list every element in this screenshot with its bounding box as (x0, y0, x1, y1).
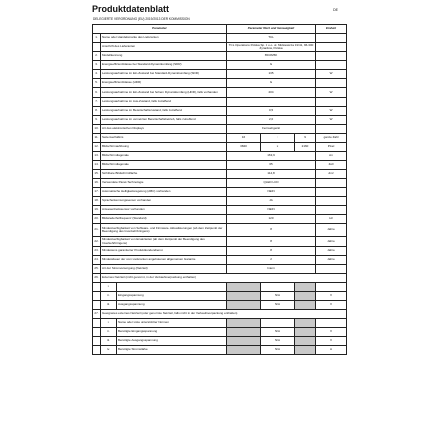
row-unit: Jahre (316, 256, 347, 265)
gray-cell (227, 292, 261, 301)
sub-row (93, 337, 347, 346)
gray-cell (295, 292, 316, 301)
row-value: NEIN (227, 206, 316, 215)
table-row (93, 125, 347, 134)
row-label: Mindestverfügbarkeit von Software- und Firmware- Aktualisierungen (ab dem Zeitpunkt der Beendigung des Inverkehrbringens) (101, 224, 227, 237)
table-row (93, 247, 347, 256)
sub-row-number: iii. (101, 337, 117, 346)
row-number: 22. (93, 237, 101, 247)
row-label: Leistungsaufnahme im Ein-Zustand bei hohem Dynamikumfang (HDR), falls vorhanden (101, 88, 227, 98)
row-label: Bildschirmdiagonale (101, 161, 227, 170)
row-value: JA (227, 197, 316, 206)
gray-cell (295, 328, 316, 337)
table-row (93, 79, 347, 88)
row-unit: Jahre (316, 247, 347, 256)
row-value: QLED LCD (227, 179, 316, 188)
row-value: 114,8 (227, 170, 316, 179)
table-row (93, 43, 347, 52)
row-unit (316, 206, 347, 215)
table-row (93, 170, 347, 179)
row-value-part: x (261, 143, 295, 152)
row-label: Name oder Handelsmarke des Lieferanten (101, 34, 227, 43)
row-label: Leistungsaufnahme im vernetzten Bereitschaftsbetrieb, falls zutreffend (101, 116, 227, 125)
row-label: Seitenverhältnis (101, 134, 227, 143)
row-unit (316, 197, 347, 206)
gray-cell (295, 301, 316, 310)
sub-row-unit: V (316, 328, 347, 337)
table-row (93, 34, 347, 43)
row-number: 27. (93, 310, 101, 319)
gray-cell (227, 337, 261, 346)
row-value-part: : (261, 134, 295, 143)
sub-row (93, 319, 347, 328)
row-number: 20. (93, 215, 101, 224)
blank-cell (93, 292, 101, 301)
row-number: 1. (93, 34, 101, 43)
row-label: Bildschirmdiagonale (101, 152, 227, 161)
row-number: 18. (93, 197, 101, 206)
table-row (93, 224, 347, 237)
sub-row-number: ii. (101, 328, 117, 337)
gray-cell (295, 283, 316, 292)
gray-cell (295, 319, 316, 328)
sub-row-label: Benötigte Eingangsspannung (117, 328, 227, 337)
blank-cell (93, 328, 101, 337)
row-number: 9. (93, 116, 101, 125)
row-value: G (227, 61, 316, 70)
row-number: 25. (93, 265, 101, 274)
row-label: Spracherkennungssensor vorhanden (101, 197, 227, 206)
sub-row-label (117, 283, 227, 292)
section-27-header (93, 310, 347, 319)
row-value: 120 (227, 215, 316, 224)
row-value: Fernsehgerät (227, 125, 316, 134)
row-unit: W (316, 116, 347, 125)
row-value: G (227, 79, 316, 88)
sub-row (93, 292, 347, 301)
sub-row-value: N/A (261, 292, 295, 301)
row-label: Mindestverfügbarkeit von Ersatzteilen (ab dem Zeitpunkt der Beendigung des Inverkehrbringens) (101, 237, 227, 247)
row-unit: Jahre (316, 237, 347, 247)
row-value-part: 2160 (295, 143, 316, 152)
row-unit: Zoll (316, 161, 347, 170)
gray-cell (227, 319, 261, 328)
table-row (93, 179, 347, 188)
sub-row-value (261, 283, 295, 292)
sub-row-value: N/A (261, 328, 295, 337)
row-value: 65 (227, 161, 316, 170)
row-number: 21. (93, 224, 101, 237)
row-unit: Jahre (316, 224, 347, 237)
sub-row-label: Benötigte Ausgangsspannung (117, 337, 227, 346)
row-unit: Hz (316, 215, 347, 224)
row-unit: cm (316, 152, 347, 161)
sub-row-label: Ausgangsspannung (117, 301, 227, 310)
row-unit (316, 43, 347, 52)
table-row (93, 107, 347, 116)
section-26-header (93, 274, 347, 283)
table-row (93, 206, 347, 215)
row-value-part: 9 (295, 134, 316, 143)
column-header-value: Parameter Wert und Genauigkeit (227, 25, 316, 34)
row-label: Mindestdauer der vom Lieferanten angebotenen allgemeinen Garantie (101, 256, 227, 265)
sub-row-number: i. (101, 283, 117, 292)
row-label: Anschrift des Lieferanten (101, 43, 227, 52)
blank-cell (93, 346, 101, 355)
row-number: 19. (93, 206, 101, 215)
row-unit: W (316, 107, 347, 116)
sub-row-unit: V (316, 292, 347, 301)
row-label: Art der Stromversorgung (Netzteil) (101, 265, 227, 274)
row-number: 10. (93, 125, 101, 134)
row-unit (316, 61, 347, 70)
table-row (93, 197, 347, 206)
table-row (93, 134, 347, 143)
row-label: Mindestens garantierter Produktkundendienst (101, 247, 227, 256)
row-value: 204 (227, 88, 316, 98)
table-row (93, 70, 347, 79)
sheet-title: Produktdatenblatt (92, 4, 170, 14)
gray-cell (295, 337, 316, 346)
blank-cell (93, 319, 101, 328)
row-number: 7. (93, 98, 101, 107)
row-value: NEIN (227, 188, 316, 197)
sub-row-number: i. (101, 319, 117, 328)
sub-row (93, 346, 347, 355)
row-label: Energieeffizienzklasse (HDR) (101, 79, 227, 88)
table-row (93, 215, 347, 224)
row-value-part: 16 (227, 134, 261, 143)
row-number: 26. (93, 274, 101, 283)
row-value: 8 (227, 237, 316, 247)
sub-row-unit: A (316, 346, 347, 355)
table-row (93, 143, 347, 152)
sub-row-unit: V (316, 301, 347, 310)
row-number (93, 43, 101, 52)
row-unit (316, 79, 347, 88)
row-number: 5. (93, 79, 101, 88)
sub-row (93, 283, 347, 292)
blank-cell (93, 301, 101, 310)
row-label: Verwendete Panel-Technologie (101, 179, 227, 188)
table-row (93, 61, 347, 70)
row-number: 6. (93, 88, 101, 98)
row-number: 23. (93, 247, 101, 256)
sub-row (93, 301, 347, 310)
sub-row-number: iv. (101, 346, 117, 355)
row-number: 8. (93, 107, 101, 116)
row-unit (316, 188, 347, 197)
row-label: Leistungsaufnahme im Aus-Zustand, falls zutreffend (101, 98, 227, 107)
table-row (93, 152, 347, 161)
regulation-subtitle: DELEGIERTE VERORDNUNG (EU) 2019/2013 DER KOMMISSION (93, 17, 190, 21)
row-number: 4. (93, 70, 101, 79)
row-number: 14. (93, 161, 101, 170)
table-row (93, 98, 347, 107)
table-row (93, 265, 347, 274)
row-label: Modellkennung (101, 52, 227, 61)
section-label: Externes Netzteil (nicht genormt, in der Verkaufsverpackung enthalten) (101, 274, 347, 283)
parameter-table (92, 24, 347, 355)
table-row (93, 256, 347, 265)
row-number: 2. (93, 52, 101, 61)
gray-cell (227, 328, 261, 337)
sub-row-number: ii. (101, 292, 117, 301)
row-unit (316, 265, 347, 274)
language-code: DE (333, 8, 338, 12)
gray-cell (295, 346, 316, 355)
sub-row-label: Name oder Liste unterstützter Normen (117, 319, 227, 328)
row-unit: ganze Zahl (316, 134, 347, 143)
row-unit (316, 34, 347, 43)
row-number: 15. (93, 170, 101, 179)
section-label: Geeignetes externes Netzteil (oder genormte Netzteil, falls nicht in der Verkaufsverpackung enthalten) (101, 310, 347, 319)
row-unit: W (316, 70, 347, 79)
table-row (93, 116, 347, 125)
sub-row-label: Eingangsspannung (117, 292, 227, 301)
row-number: 16. (93, 179, 101, 188)
row-number: 24. (93, 256, 101, 265)
row-unit: W (316, 88, 347, 98)
sub-row-value: N/A (261, 346, 295, 355)
table-row (93, 88, 347, 98)
table-row (93, 52, 347, 61)
sub-row (93, 328, 347, 337)
row-number: 11. (93, 134, 101, 143)
row-unit (316, 98, 347, 107)
row-value: 2 (227, 256, 316, 265)
sub-row-value (261, 319, 295, 328)
column-header-parameter: Parameter (93, 25, 227, 34)
row-value: 135 (227, 70, 316, 79)
row-value: 0,5 (227, 107, 316, 116)
sub-row-unit (316, 283, 347, 292)
row-number: 12. (93, 143, 101, 152)
row-number: 13. (93, 152, 101, 161)
row-label: Anwesenheitssensor vorhanden (101, 206, 227, 215)
sub-row-unit: V (316, 337, 347, 346)
gray-cell (227, 346, 261, 355)
table-row (93, 237, 347, 247)
row-number: 17. (93, 188, 101, 197)
sub-row-unit (316, 319, 347, 328)
row-unit (316, 52, 347, 61)
column-header-unit: Einheit (316, 25, 347, 34)
row-value: 65C825K (227, 52, 316, 61)
sub-row-value: N/A (261, 337, 295, 346)
blank-cell (93, 283, 101, 292)
row-label: Art des elektronischen Displays (101, 125, 227, 134)
table-row (93, 161, 347, 170)
sub-row-number: iii. (101, 301, 117, 310)
row-value: 8 (227, 224, 316, 237)
row-number: 3. (93, 61, 101, 70)
row-label: Leistungsaufnahme im Bereitschaftszustand, falls zutreffend (101, 107, 227, 116)
row-label: Bildwiederholfrequenz (Standard) (101, 215, 227, 224)
sub-row-value: N/A (261, 301, 295, 310)
row-label: Bildschirmauflösung (101, 143, 227, 152)
row-value: TCL (227, 34, 316, 43)
row-value: TCL Operations Polska Sp. z o.o. ul. Mickiewicza 31/41, 96-300 Żyrardów, Polska (227, 43, 316, 52)
table-row (93, 188, 347, 197)
row-value-part: 3840 (227, 143, 261, 152)
row-label: Sichtbare Bildschirmfläche (101, 170, 227, 179)
blank-cell (93, 337, 101, 346)
row-label: Automatische Helligkeitsregelung (ABC) vorhanden (101, 188, 227, 197)
row-value: Intern (227, 265, 316, 274)
row-unit: dm² (316, 170, 347, 179)
gray-cell (227, 301, 261, 310)
row-label: Energieeffizienzklasse bei Standard-Dynamikumfang (SDR) (101, 61, 227, 70)
row-value: 8 (227, 247, 316, 256)
gray-cell (227, 283, 261, 292)
row-unit (316, 125, 347, 134)
row-value: 2,0 (227, 116, 316, 125)
row-unit: Pixel (316, 143, 347, 152)
row-value (227, 98, 316, 107)
row-label: Leistungsaufnahme im Ein-Zustand bei Standard-Dynamikumfang (SDR) (101, 70, 227, 79)
row-unit (316, 179, 347, 188)
product-data-sheet (92, 4, 346, 434)
table-header-row (93, 25, 347, 34)
row-value: 163,9 (227, 152, 316, 161)
sub-row-label: Benötigte Stromstärke (117, 346, 227, 355)
